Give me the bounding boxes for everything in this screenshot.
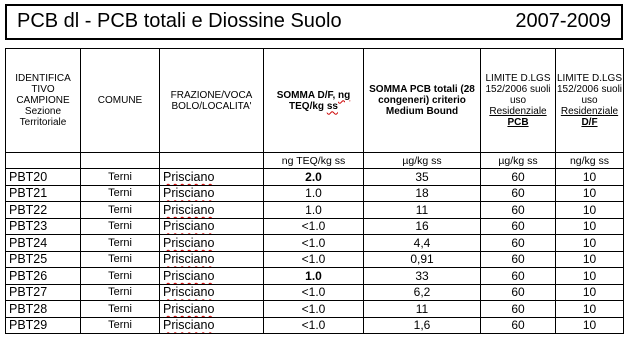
limite-df-cell: 10: [556, 202, 624, 219]
sample-id-cell: PBT27: [6, 284, 81, 301]
somma-df-cell: <1.0: [264, 218, 364, 235]
somma-pcb-cell: 11: [364, 202, 481, 219]
table-row: [6, 169, 624, 186]
limite-df-cell: 10: [556, 301, 624, 318]
header-sample-id: IDENTIFICA TIVO CAMPIONE Sezione Territoriale: [6, 49, 81, 153]
frazione-cell: Prisciano: [160, 218, 264, 235]
header-comune: COMUNE: [81, 49, 160, 153]
comune-cell: Terni: [81, 284, 160, 301]
limite-df-cell: 10: [556, 251, 624, 268]
title-bar: [5, 4, 623, 40]
somma-pcb-cell: 4,4: [364, 235, 481, 252]
sample-id-cell: PBT24: [6, 235, 81, 252]
somma-df-cell: <1.0: [264, 317, 364, 334]
sample-id-cell: PBT26: [6, 268, 81, 285]
limite-pcb-cell: 60: [481, 169, 556, 186]
sample-id-cell: PBT28: [6, 301, 81, 318]
sample-id-cell: PBT22: [6, 202, 81, 219]
units-row: [6, 153, 624, 169]
comune-cell: Terni: [81, 268, 160, 285]
frazione-cell: Prisciano: [160, 235, 264, 252]
frazione-cell: Prisciano: [160, 251, 264, 268]
table-row: [6, 185, 624, 202]
somma-df-cell: <1.0: [264, 301, 364, 318]
somma-pcb-cell: 35: [364, 169, 481, 186]
limite-df-cell: 10: [556, 317, 624, 334]
somma-pcb-cell: 33: [364, 268, 481, 285]
table-row: [6, 218, 624, 235]
header-limite-df: LIMITE D.LGS 152/2006 suoli uso Residenziale D/F: [556, 49, 624, 153]
sample-id-cell: PBT20: [6, 169, 81, 186]
frazione-cell: Prisciano: [160, 169, 264, 186]
somma-df-cell: <1.0: [264, 235, 364, 252]
comune-cell: Terni: [81, 251, 160, 268]
table-row: [6, 235, 624, 252]
table-row: [6, 284, 624, 301]
somma-pcb-cell: 18: [364, 185, 481, 202]
page-title: PCB dl - PCB totali e Diossine Suolo: [17, 10, 342, 32]
somma-df-cell: <1.0: [264, 251, 364, 268]
limite-pcb-cell: 60: [481, 235, 556, 252]
frazione-cell: Prisciano: [160, 202, 264, 219]
somma-pcb-cell: 1,6: [364, 317, 481, 334]
table-row: [6, 202, 624, 219]
header-somma-pcb: SOMMA PCB totali (28 congeneri) criterio Medium Bound: [364, 49, 481, 153]
limite-pcb-cell: 60: [481, 268, 556, 285]
date-range: 2007-2009: [515, 10, 611, 32]
limite-pcb-cell: 60: [481, 218, 556, 235]
limite-pcb-cell: 60: [481, 251, 556, 268]
header-limite-pcb: LIMITE D.LGS 152/2006 suoli uso Residenziale PCB: [481, 49, 556, 153]
sample-id-cell: PBT23: [6, 218, 81, 235]
header-somma-df: SOMMA D/F, ng TEQ/kg ss: [264, 49, 364, 153]
limite-df-cell: 10: [556, 185, 624, 202]
limite-df-cell: 10: [556, 169, 624, 186]
comune-cell: Terni: [81, 185, 160, 202]
somma-df-cell: <1.0: [264, 284, 364, 301]
somma-pcb-cell: 11: [364, 301, 481, 318]
sample-id-cell: PBT21: [6, 185, 81, 202]
table-row: [6, 268, 624, 285]
unit-limite-df: ng/kg ss: [556, 153, 624, 169]
frazione-cell: Prisciano: [160, 301, 264, 318]
somma-df-cell: 1.0: [264, 185, 364, 202]
comune-cell: Terni: [81, 317, 160, 334]
results-table: [5, 48, 624, 334]
somma-df-cell: 1.0: [264, 202, 364, 219]
sample-id-cell: PBT25: [6, 251, 81, 268]
frazione-cell: Prisciano: [160, 284, 264, 301]
somma-df-cell: 2.0: [264, 169, 364, 186]
limite-df-cell: 10: [556, 284, 624, 301]
somma-pcb-cell: 6,2: [364, 284, 481, 301]
limite-pcb-cell: 60: [481, 301, 556, 318]
unit-df: ng TEQ/kg ss: [264, 153, 364, 169]
table-row: [6, 317, 624, 334]
limite-pcb-cell: 60: [481, 185, 556, 202]
limite-pcb-cell: 60: [481, 202, 556, 219]
frazione-cell: Prisciano: [160, 185, 264, 202]
sample-id-cell: PBT29: [6, 317, 81, 334]
unit-pcb: µg/kg ss: [364, 153, 481, 169]
comune-cell: Terni: [81, 301, 160, 318]
table-row: [6, 251, 624, 268]
table-row: [6, 301, 624, 318]
frazione-cell: Prisciano: [160, 317, 264, 334]
limite-pcb-cell: 60: [481, 284, 556, 301]
somma-pcb-cell: 0,91: [364, 251, 481, 268]
limite-pcb-cell: 60: [481, 317, 556, 334]
somma-pcb-cell: 16: [364, 218, 481, 235]
unit-limite-pcb: µg/kg ss: [481, 153, 556, 169]
limite-df-cell: 10: [556, 235, 624, 252]
comune-cell: Terni: [81, 218, 160, 235]
somma-df-cell: 1.0: [264, 268, 364, 285]
limite-df-cell: 10: [556, 218, 624, 235]
comune-cell: Terni: [81, 169, 160, 186]
frazione-cell: Prisciano: [160, 268, 264, 285]
comune-cell: Terni: [81, 235, 160, 252]
comune-cell: Terni: [81, 202, 160, 219]
limite-df-cell: 10: [556, 268, 624, 285]
header-frazione: FRAZIONE/VOCA BOLO/LOCALITA': [160, 49, 264, 153]
header-row: [6, 49, 624, 153]
